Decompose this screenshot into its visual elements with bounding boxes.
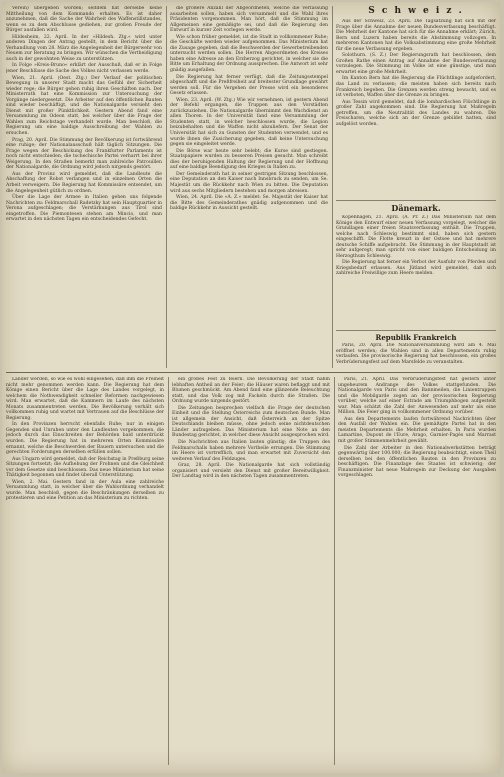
article-paragraph: Verein) übergeben worden; seitdem hat derselbe keine Mittheilung von dem Kommando erhalten. Es ist daher anzunehmen, daß die Sache der Wahrheit des Waffenstillstandes, wenn es zu dem Abschlusse gediehen, zur großen Freude der Bürger ausfallen wird. (6, 6, 162, 34)
article-paragraph: Aus der Schweiz, 23. April. Die Tagsatzung hat sich mit der Frage über die Annahme der neuen Bundesverfassung beschäftigt. Die Mehrheit der Kantone hat sich für die Annahme erklärt; Zürich, Bern und Luzern haben bereits die Abstimmung vollzogen. In mehreren Kantonen hat die Volksabstimmung eine große Mehrheit für die neue Verfassung ergeben. (336, 19, 496, 52)
article-paragraph: Der Gemeinderath hat in seiner gestrigen Sitzung beschlossen, eine Deputation an den Kaiser nach Innsbruck zu senden, um Se. Majestät um die Rückkehr nach Wien zu bitten. Die Deputation wird aus sechs Mitgliedern bestehen und morgen abreisen. (170, 171, 328, 194)
article-paragraph: Wien, 2. Mai. Gestern fand in der Aula eine zahlreiche Versammlung statt, in welcher über die Wahlordnung verhandelt wurde. Man beschloß, gegen die Beschränkungen derselben zu protestieren und eine Petition an das Ministerium zu richten. (6, 479, 164, 502)
article-paragraph: Aus der Provinz wird gemeldet, daß die Landleute die Abschaffung der Robot verlangen und in einzelnen Orten die Arbeit verweigern. Die Regierung hat Kommissäre entsendet, um die Angelegenheit gütlich zu ordnen. (6, 171, 162, 194)
article-paragraph: Die Zahl der Arbeiter in den Nationalwerkstätten beträgt gegenwärtig über 100.000; die Regierung beabsichtigt, einen Theil derselben bei den öffentlichen Bauten in den Provinzen zu beschäftigen. Die Finanzlage des Staates ist schwierig; der Finanzminister hat neue Maßregeln zur Deckung der Ausgaben vorgeschlagen. (338, 445, 496, 479)
article-paragraph: Die Regierung hat ferner verfügt, daß die Zeitungsstempel abgeschafft und die Preßfreiheit auf breitester Grundlage gewährt werden soll. Für die Vergehen der Presse wird ein besonderes Gesetz erlassen. (170, 74, 328, 97)
column-rule (332, 6, 333, 368)
article-paragraph: Hildesheim, 22. April. In der »Hildesh. Ztg.« wird unter anderen Dingen der Antrag gestellt, in dem Bericht über die Verhandlung vom 28. März die Angelegenheit der Bürgerwehr von Neuem zur Beratung zu bringen. Wir wünschen die Vertheidigung auch in der gewohnten Weise zu unterstützen. (6, 34, 162, 62)
heading-daenemark: Dänemark. (391, 203, 441, 213)
article-paragraph: Wien, 21. April. (Oest. Ztg.) Der Verlauf der politischen Bewegung in unserer Stadt macht das Gefühl der Sicherheit wieder rege; die Bürger gehen ruhig ihren Geschäften nach. Der Ministerrath hat eine Kommission zur Untersuchung der Vorgänge niedergesetzt. Die Arbeiter auf den öffentlichen Bauten sind wieder beschäftigt, und die Nationalgarde versieht den Dienst mit großer Pünktlichkeit. Gestern Abend fand eine Versammlung im Odeon statt, bei welcher über die Frage der Wahlen zum Reichstage verhandelt wurde. Man beschloß, die Regierung um eine baldige Ausschreibung der Wahlen zu ersuchen. (6, 75, 162, 137)
column-bottom-middle (172, 377, 330, 765)
heading-schweiz: S c h w e i z . (368, 6, 464, 16)
article-paragraph: Die Nachrichten aus Italien lauten günstig; die Truppen des Feldmarschalls haben mehrere Vortheile errungen. Die Stimmung im Heere ist vortrefflich, und man erwartet mit Zuversicht den weiteren Verlauf des Feldzuges. (172, 440, 330, 462)
column-rule (334, 377, 335, 765)
page-divider (6, 372, 496, 373)
article-paragraph: ein großes Fest zu feiern. Die Bevölkerung der Stadt nahm lebhaften Antheil an der Feier; die Häuser waren beflaggt und mit Blumen geschmückt. Am Abend fand eine glänzende Beleuchtung statt, und das Volk zog mit Fackeln durch die Straßen. Die Ordnung wurde nirgends gestört. (172, 377, 330, 405)
article-paragraph: Die Zeitungen besprechen vielfach die Frage der deutschen Einheit und die Stellung Österreichs zum deutschen Bunde. Man ist allgemein der Ansicht, daß Österreich an der Spitze Deutschlands bleiben müsse, ohne jedoch seine nichtdeutschen Länder aufzugeben. Das Ministerium hat eine Note an den Bundestag gerichtet, in welcher diese Ansicht ausgesprochen wird. (172, 405, 330, 439)
article-paragraph: Solothurn. (S. Z.) Der Regierungsrath hat beschlossen, dem Großen Rathe einen Antrag auf Annahme der Bundesverfassung vorzulegen. Die Stimmung im Volke ist eine günstige, und man erwartet eine große Mehrheit. (336, 53, 496, 75)
article-paragraph: Wie schon früher gemeldet, ist die Stadt in vollkommener Ruhe; die Geschäfte werden wieder aufgenommen. Das Ministerium hat die Zusage gegeben, daß die Beschwerden der Gewerbetreibenden untersucht werden sollen. Die Herren Abgeordneten des Kreises haben eine Adresse an den Erzherzog gerichtet, in welcher sie die Bitte um Erhaltung der Ordnung aussprechen. Die Antwort ist sehr gnädig ausgefallen. (170, 34, 328, 74)
column-top-left (6, 6, 162, 369)
article-paragraph: Graz, 28. April. Die Nationalgarde hat sich vollständig organisiert und versieht den Dienst mit großer Bereitwilligkeit. Der Landtag wird in den nächsten Tagen zusammentreten. (172, 463, 330, 480)
column-rule (166, 6, 167, 368)
article-paragraph: Wien, 23. April. (W. Ztg.) Wie wir vernehmen, ist gestern Abend der Befehl ergangen, die Truppen aus den Vorstädten zurückzuziehen. Die Nationalgarde übernimmt den Wachdienst an allen Thoren. In der Universität fand eine Versammlung der Studenten statt, in welcher beschlossen wurde, die Legion beizubehalten und die Waffen nicht abzuliefern. Der Senat der Universität hat sich zu Gunsten der Studenten verwendet, und es wurde ihnen die Zusicherung gegeben, daß keine Untersuchung gegen sie eingeleitet werde. (170, 97, 328, 148)
article-paragraph: Im Kanton Bern hat die Regierung die Flüchtlinge aufgefordert, das Land zu verlassen; die meisten haben sich bereits nach Frankreich begeben. Die Grenzen werden streng bewacht, und es ist verboten, Waffen über die Grenze zu bringen. (336, 76, 496, 99)
article-paragraph: Aus den Departements laufen fortwährend Nachrichten über den Ausfall der Wahlen ein. Die gemäßigte Partei hat in den meisten Departements die Mehrheit erhalten. In Paris wurden Lamartine, Dupont de l'Eure, Arago, Garnier-Pagès und Marrast mit großer Stimmenmehrheit gewählt. (338, 416, 496, 445)
article-paragraph: Aus Tessin wird gemeldet, daß die lombardischen Flüchtlinge in großer Zahl angekommen sind. Die Regierung hat Maßregeln getroffen, um die Neutralität des Landes zu wahren. Die Freischaren, welche sich an der Grenze gebildet hatten, sind aufgelöst worden. (336, 99, 496, 127)
column-top-right-daenemark (336, 215, 496, 327)
article-paragraph: Prag, 20. April. Die Stimmung der Bevölkerung ist fortwährend eine ruhige; der Nationalausschuß hält täglich Sitzungen. Die Frage wegen der Beschickung des Frankfurter Parlaments ist noch nicht entschieden; die tschechische Partei verharrt bei ihrer Weigerung. In den Straßen bemerkt man zahlreiche Patrouillen der Nationalgarde, die Ordnung wird jedoch nirgends gestört. (6, 137, 162, 171)
article-paragraph: Die Regierung hat ferner ein Verbot der Ausfuhr von Pferden und Kriegsbedarf erlassen. Aus Jütland wird gemeldet, daß sich zahlreiche Freiwillige zum Heere melden. (336, 260, 496, 277)
column-top-middle (170, 6, 328, 369)
article-paragraph: Kopenhagen, 21. April. (A. Pr. Z.) Das Ministerium hat dem Könige den Entwurf einer neuen Verfassung vorgelegt, welcher die Grundlagen einer freien Staatsverfassung enthält. Die Truppen, welche nach Schleswig bestimmt sind, haben sich gestern eingeschifft. Die Flotte kreuzt in der Ostsee und hat mehrere deutsche Schiffe aufgebracht. Die Stimmung in der Hauptstadt ist sehr aufgeregt; man spricht von einer baldigen Entscheidung im Herzogthum Schleswig. (336, 215, 496, 259)
article-paragraph: Paris, 21. April. Das Verbrüderungsfest hat gestern unter ungeheurem Andrange des Volkes stattgefunden. Die Nationalgarde von Paris und den Bannmeilen, die Linientruppen und die Mobilgarde zogen an der provisorischen Regierung vorüber, welche auf einer Estrade am Triumphbogen aufgestellt war. Man schätzt die Zahl der Anwesenden auf mehr als eine Million. Die Feier ging in vollkommener Ordnung vorüber. (338, 377, 496, 416)
article-paragraph: Wien, 24. April. Die »A. Z.« meldet: Se. Majestät der Kaiser hat die Bitte des Gemeinderathes gnädig aufgenommen und die baldige Rückkehr in Aussicht gestellt. (170, 195, 328, 212)
column-top-right-frankreich (336, 343, 496, 369)
section-rule (336, 200, 496, 201)
article-paragraph: Aus Ungarn wird gemeldet, daß der Reichstag in Preßburg seine Sitzungen fortsetzt; die Aufhebung der Frohnen und die Gleichheit vor dem Gesetze sind beschlossen. Das neue Ministerium hat seine Thätigkeit begonnen und findet überall Unterstützung. (6, 456, 164, 479)
article-paragraph: In Folge »Kreis-Bruno« erklärt der Ausschuß, daß er in Folge jener Beschlüsse die Sache des Volkes nicht verlassen werde. (6, 63, 162, 75)
section-rule (336, 330, 496, 331)
article-paragraph: In den Provinzen herrscht ebenfalls Ruhe; nur in einigen Gegenden sind Unruhen unter den Landleuten vorgekommen, die jedoch durch das Einschreiten der Behörden bald unterdrückt wurden. Die Regierung hat in mehreren Orten Kommissäre ernannt, welche die Beschwerden der Bauern untersuchen und die gerechten Forderungen derselben erfüllen sollen. (6, 422, 164, 456)
heading-frankreich: Republik Frankreich (375, 333, 457, 342)
article-paragraph: die größere Anzahl der Abgeordneten, welche die Verfassung ausarbeiten sollen, haben sich versammelt und die Wahl ihres Präsidenten vorgenommen. Man hört, daß die Stimmung im Allgemeinen eine gemäßigte sei, und daß die Regierung den Entwurf in kurzer Zeit vorlegen werde. (170, 6, 328, 34)
column-bottom-left (6, 377, 164, 765)
newspaper-page (2, 2, 500, 773)
article-paragraph: Länder werden, so wie es wohl eingesehen, daß ihm die Freiheit nicht mehr genommen werden kann. Die Regierung hat dem Könige einen Bericht über die Lage des Landes vorgelegt, in welchem die Nothwendigkeit schneller Reformen nachgewiesen wird. Man erwartet, daß die Kammern im Laufe des nächsten Monats zusammentreten werden. Die Bevölkerung verhält sich vollkommen ruhig und wartet mit Vertrauen auf die Beschlüsse der Regierung. (6, 377, 164, 421)
column-bottom-right (338, 377, 496, 765)
column-top-right-schweiz (336, 19, 496, 197)
column-rule (168, 377, 169, 765)
article-paragraph: Die Börse war heute sehr belebt; die Kurse sind gestiegen. Staatspapiere wurden zu besseren Preisen gesucht. Man schreibt dies der beruhigenden Haltung der Regierung und der Hoffnung auf eine baldige Beendigung des Krieges in Italien zu. (170, 148, 328, 171)
article-paragraph: Paris, 20. April. Die Nationalversammlung wird am 4. Mai eröffnet werden; die Wahlen sind in allen Departements ruhig verlaufen. Die provisorische Regierung hat beschlossen, ein großes Verbrüderungsfest auf dem Marsfelde zu veranstalten. (336, 343, 496, 365)
article-paragraph: Über die Lage der Armee in Italien gehen uns folgende Nachrichten zu: Feldmarschall Radetzky hat sein Hauptquartier in Verona aufgeschlagen; die Verstärkungen aus Tirol sind eingetroffen. Die Piemontesen stehen am Mincio, und man erwartet in den nächsten Tagen ein entscheidendes Gefecht. (6, 195, 162, 223)
